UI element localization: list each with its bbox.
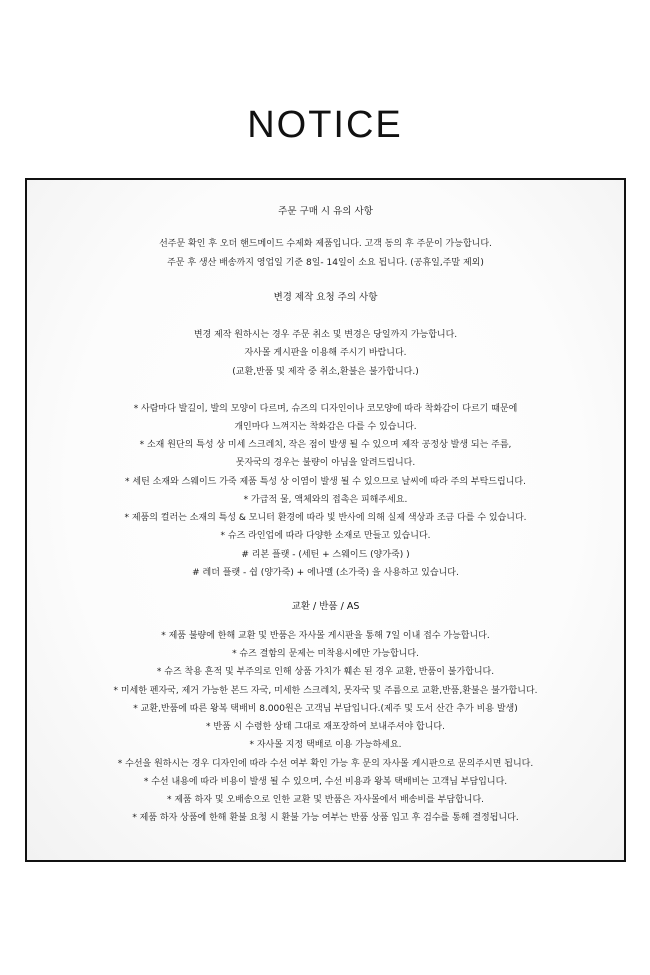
- custom-change-line: # 리본 플랫 - (세틴 + 스웨이드 (양가죽) ): [241, 550, 410, 560]
- custom-change-line: # 레더 플랫 - 쉽 (양가죽) + 에나멜 (소가죽) 을 사용하고 있습니다.: [192, 568, 459, 578]
- exchange-return-line: * 제품 불량에 한해 교환 및 반품은 자사몰 게시판을 통해 7일 이내 접수 가능합니다.: [161, 631, 490, 641]
- section-heading-order: 주문 구매 시 유의 사항: [278, 206, 373, 217]
- custom-change-line: * 가급적 물, 액체와의 접촉은 피해주세요.: [243, 495, 408, 505]
- exchange-return-line: * 반품 시 수령한 상태 그대로 재포장하여 보내주셔야 합니다.: [206, 722, 445, 732]
- exchange-return-line: * 자사몰 지정 택배로 이용 가능하세요.: [249, 740, 402, 750]
- exchange-return-line: * 수선 내용에 따라 비용이 발생 될 수 있으며, 수선 비용과 왕복 택배비는 고객님 부담입니다.: [143, 777, 508, 787]
- custom-change-line: 자사몰 게시판을 이용해 주시기 바랍니다.: [244, 348, 407, 358]
- exchange-return-line: * 교환,반품에 따른 왕복 택배비 8.000원은 고객님 부담입니다.(제주 및 도서 산간 추가 비용 발생): [133, 704, 518, 714]
- order-line: 주문 후 생산 배송까지 영업일 기준 8일- 14일이 소요 됩니다. (공휴일,주말 제외): [167, 258, 484, 268]
- exchange-return-line: * 슈즈 착용 흔적 및 부주의로 인해 상품 가치가 훼손 된 경우 교환, 반품이 불가합니다.: [156, 667, 495, 677]
- section-heading-custom-change: 변경 제작 요청 주의 사항: [273, 292, 378, 303]
- custom-change-line: * 사람마다 발길이, 발의 모양이 다르며, 슈즈의 디자인이나 코모양에 따라 착화감이 다르기 때문에: [133, 404, 518, 414]
- notice-box: [25, 178, 626, 862]
- custom-change-line: 못자국의 경우는 불량이 아님을 알려드립니다.: [235, 458, 416, 468]
- section-heading-exchange-return: 교환 / 반품 / AS: [291, 601, 360, 612]
- order-line: 선주문 확인 후 오더 핸드메이드 수제화 제품입니다. 고객 동의 후 주문이 가능합니다.: [159, 239, 492, 249]
- custom-change-line: (교환,반품 및 제작 중 취소,환불은 불가합니다.): [232, 367, 419, 377]
- page-title: NOTICE: [247, 104, 403, 146]
- exchange-return-line: * 수선을 원하시는 경우 디자인에 따라 수선 여부 확인 가능 후 문의 자사몰 게시판으로 문의주시면 됩니다.: [117, 759, 534, 769]
- exchange-return-line: * 미세한 펜자국, 제거 가능한 본드 자국, 미세한 스크레치, 못자국 및 주름으로 교환,반품,환불은 불가합니다.: [113, 686, 538, 696]
- exchange-return-line: * 슈즈 결함의 문제는 미착용시에만 가능합니다.: [232, 649, 419, 659]
- custom-change-line: 개인마다 느껴지는 착화감은 다를 수 있습니다.: [234, 422, 417, 432]
- custom-change-line: 변경 제작 원하시는 경우 주문 취소 및 변경은 당일까지 가능합니다.: [193, 330, 458, 340]
- custom-change-line: * 제품의 컬러는 소재의 특성 & 모니터 환경에 따라 빛 반사에 의해 실제 색상과 조금 다를 수 있습니다.: [124, 513, 527, 523]
- exchange-return-line: * 제품 하자 및 오배송으로 인한 교환 및 반품은 자사몰에서 배송비를 부담합니다.: [166, 795, 485, 805]
- custom-change-line: * 소재 원단의 특성 상 미세 스크레치, 작은 점이 발생 될 수 있으며 제작 공정상 발생 되는 주름,: [139, 440, 512, 450]
- custom-change-line: * 세틴 소재와 스웨이드 가죽 제품 특성 상 이염이 발생 될 수 있으므로 날씨에 따라 주의 부탁드립니다.: [125, 477, 526, 487]
- custom-change-line: * 슈즈 라인업에 따라 다양한 소재로 만들고 있습니다.: [220, 531, 431, 541]
- exchange-return-line: * 제품 하자 상품에 한해 환불 요청 시 환불 가능 여부는 반품 상품 입고 후 검수를 통해 결정됩니다.: [132, 813, 519, 823]
